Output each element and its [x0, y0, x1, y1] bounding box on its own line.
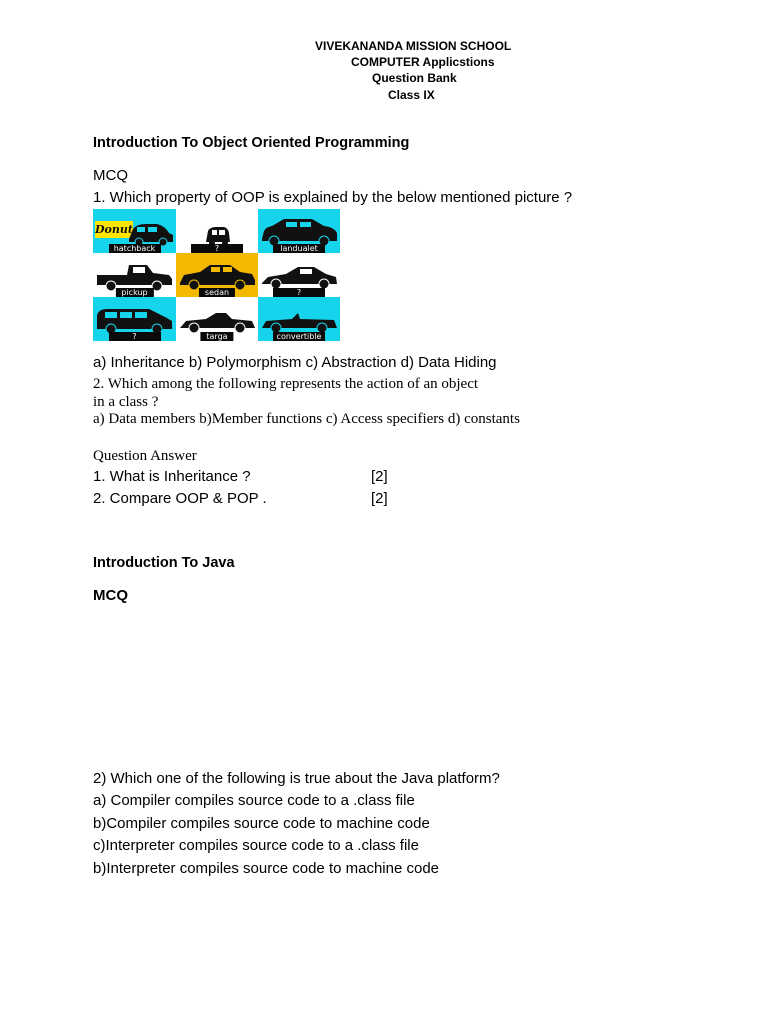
java-option-b: b)Compiler compiles source code to machine code: [93, 815, 430, 832]
car-label-targa: targa: [200, 332, 233, 341]
donut-logo: Donut: [95, 223, 133, 236]
subject-title: COMPUTER Applicstions: [351, 55, 495, 69]
question-2-line-1: 2. Which among the following represents the action of an object: [93, 376, 479, 392]
section-title-oop: Introduction To Object Oriented Programming: [93, 135, 410, 151]
question-answer-label: Question Answer: [93, 448, 197, 464]
java-option-d: b)Interpreter compiles source code to machine code: [93, 860, 440, 877]
car-cell-unknown-1: [176, 209, 258, 253]
car-cell-landualet: [258, 209, 340, 253]
car-label-landualet: landualet: [273, 244, 325, 253]
qa-marks-2: [2]: [371, 490, 388, 507]
java-question-2: 2) Which one of the following is true about the Java platform?: [93, 770, 500, 787]
doc-type: Question Bank: [372, 71, 457, 85]
qa-question-1: 1. What is Inheritance ?: [93, 468, 251, 485]
car-label-convertible: convertible: [273, 332, 325, 341]
car-cell-pickup: [93, 253, 176, 297]
car-cell-targa: [176, 297, 258, 341]
mcq-label: MCQ: [93, 167, 128, 184]
section-title-java: Introduction To Java: [93, 555, 235, 571]
car-label-hatchback: hatchback: [109, 244, 161, 253]
car-cell-unknown-2: [258, 253, 340, 297]
question-1: 1. Which property of OOP is explained by the below mentioned picture ?: [93, 189, 573, 206]
car-label-sedan: sedan: [199, 288, 235, 297]
car-label-unknown-3: ?: [109, 332, 161, 341]
qa-question-2: 2. Compare OOP & POP .: [93, 490, 267, 507]
car-label-unknown-1: ?: [191, 244, 243, 253]
question-2-options: a) Data members b)Member functions c) Access specifiers d) constants: [93, 411, 520, 427]
java-option-a: a) Compiler compiles source code to a .class file: [93, 792, 415, 809]
car-label-pickup: pickup: [115, 288, 153, 297]
class-label: Class IX: [388, 88, 435, 102]
java-option-c: c)Interpreter compiles source code to a .class file: [93, 837, 419, 854]
java-mcq-label: MCQ: [93, 587, 128, 604]
car-cell-unknown-3: [93, 297, 176, 341]
car-cell-convertible: [258, 297, 340, 341]
question-2-line-2: in a class ?: [93, 394, 159, 410]
car-types-picture: [93, 209, 340, 341]
car-cell-sedan: [176, 253, 258, 297]
qa-marks-1: [2]: [371, 468, 388, 485]
car-cell-hatchback: [93, 209, 176, 253]
car-label-unknown-2: ?: [273, 288, 325, 297]
school-name: VIVEKANANDA MISSION SCHOOL: [315, 39, 512, 53]
question-1-options: a) Inheritance b) Polymorphism c) Abstraction d) Data Hiding: [93, 354, 497, 371]
